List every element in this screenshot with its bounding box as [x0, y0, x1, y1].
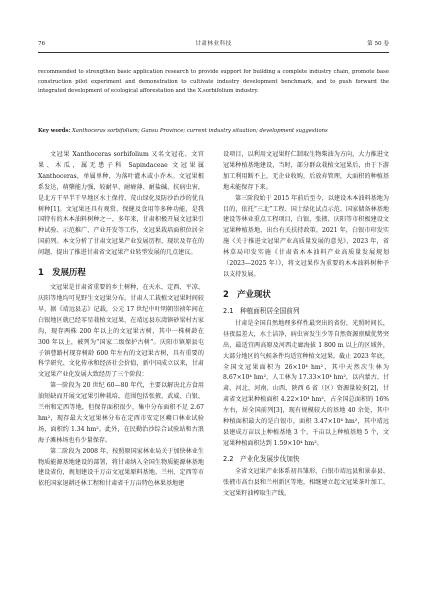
- subsection-heading-planting-area: 2.1 种植面积居全国前列: [223, 306, 300, 315]
- intro-paragraph: 文冠果 Xanthoceras sorbifolium 又名文冠花、文官果、木瓜，属无患子科 Sapindaceae 文冠果属 Xanthoceras，单属单种，为落叶灌木或小乔木。文冠果根系发达，萌蘖能力强，较耐旱、耐瘠薄、耐盐碱、抗病虫害，是北方干旱半干旱地区水土保持、荒山绿化及防沙治沙的优良树种[1]。文冠果还具有观赏、保健及食用等多种功能，是我国特有的木本油料树种之一、多年来，甘肃积极开展文冠果引种试验、示范推广、产业开发等工作，文冠果栽培面积位居全国前列。本文分析了甘肃文冠果产业发展历程、现状及存在的问题，提出了推进甘肃省文冠果产业转型发展的几点建议。: [38, 151, 204, 257]
- keywords-text: Xanthoceras sorbifolium; Gansu Province; current industry situation; development suggestions: [72, 128, 328, 134]
- left-column: [38, 150, 204, 490]
- continued-paragraph: 设项目，以利用文冠果籽仁制取生物柴油为方向，大力推进文冠果种植基地建设，当时，部分群众栽植文冠果后，由于下游加工利用断不上，无企业收购，后放弃管理，大面积的种植基地未能保存下来。: [223, 151, 389, 191]
- subsection-heading-industrialization: 2.2 产业化发展步伐加快: [223, 454, 300, 463]
- development-paragraph-1: 文冠果是甘肃省重要的乡土树种，在天水、定西、平凉、庆阳等地均可见野生文冠果分布。甘肃人工栽植文冠果时间较早，据《靖远县志》记载，公元 17 世纪中叶明朝崇祯年间在白银地区就已经零星栽植文冠果，在靖远县东湾镇砂梁村古家沟，现存两株 200 年以上的文冠果古树，其中一株树龄在 300 年以上，被列为“国家二级保护古树”。庆阳市镇原县屯子镇曹路村现存树龄 600 年左右的文冠果古树，具有重要的科学研究、文化传承和经济社会价值，新中国成立以来，甘肃文冠果产业化发展大致经历了三个阶段：: [38, 284, 204, 379]
- development-paragraph-2: 第一阶段为 20 世纪 60—80 年代，主要以解决北方食用油短缺而开展文冠果引种栽培，范围包括张掖、武威、白银、兰州和定西等地，但保存面积很少，集中分布面积不足 2.67 hm²，现存最大文冠果林分布在定西市安定区巉口林业试验场，面积约 1.34 hm²。此外，在民勤治沙综合试验站和古浪海子滩林场也有少量保存。: [38, 382, 204, 444]
- section-heading-current-status: 2 产业现状: [223, 288, 271, 299]
- third-stage-paragraph: 第三阶段始于 2015 年前后至今，以建设木本油料基地为目的，依托“三北”工程、国土绿化试点示范、国家储备林基地建设等林业重点工程项目，白银、张掖、庆阳等市积极建设文冠果种植基地，出台有关扶持政策。2021 年，白银市印发实施《关于推进文冠果产业高质量发展的意见》，2023 年，省林草局印发实施《甘肃省木本油料产业高质量发展规划（2023—2025 年）》，将文冠果作为重要的木本油料树种予以支持发展。: [223, 194, 389, 278]
- header-rule: [38, 52, 389, 53]
- journal-title: 甘肃林业科技: [195, 41, 232, 47]
- section-heading-development: 1 发展历程: [38, 267, 86, 278]
- page-header: [38, 38, 389, 50]
- keywords-label: Key words:: [38, 128, 71, 134]
- volume-label: 第 50 卷: [367, 41, 389, 47]
- planting-area-paragraph: 甘肃是全国自然地理多样性最突出的省份，光照时间长，昼夜温差大，水土洁净，病虫害发生少等自然资源禀赋优势突出，最适宜两高原及河西走廊海拔 1 800 m 以上的区域外，大部分地区的气候条件均适宜种植文冠果。截止 2023 年底，全国文冠果面积为 26×10⁴ hm²，其中天然次生林为 8.67×10⁴ hm²，人工林为 17.33×10⁴ hm²，以内蒙古、甘肃、河北、河南、山西、陕西 6 省（区）资源量较多[2]，甘肃省文冠果种植面积 4.22×10⁴ hm²，占全国总面积的 16% 左右，居全国前列[3]，现有规模较大的基地 40 余处，其中种植面积最大的是白银市，面积 3.47×10⁴ hm²，其中靖远县建成万亩以上种植基地 3 个，千亩以上种植基地 5 个，文冠果种植面积达到 1.59×10⁴ hm²。: [223, 319, 389, 447]
- page-number: 76: [38, 41, 46, 47]
- abstract-text: recommended to strengthen basic application research to provide support for building a complete industry chain, promote base construction pilot experiment and demonstration to cultivate industry development benchmark, and to push forward the integrated development of ecological afforestation and the X.sorbifolium industry.: [38, 69, 389, 95]
- industrialization-paragraph: 全省文冠果产业体系初具雏形，白银市靖远县和景泰县、张掖市高台县和兰州新区等地，相继建立起文冠果茶叶加工、文冠果籽油榨取生产线。: [223, 467, 389, 497]
- keywords: [38, 127, 389, 137]
- right-column: [223, 150, 389, 499]
- development-paragraph-3: 第二阶段为 2008 年，按照原国家林业局关于加快林业生物质能源基地建设的部署，将甘肃纳入全国生物质能源林基地建设省份，规划建设千万亩文冠果原料基地。兰州、定西等市依托国家退耕还林工程和甘肃省千万亩特色林果基地建: [38, 447, 204, 488]
